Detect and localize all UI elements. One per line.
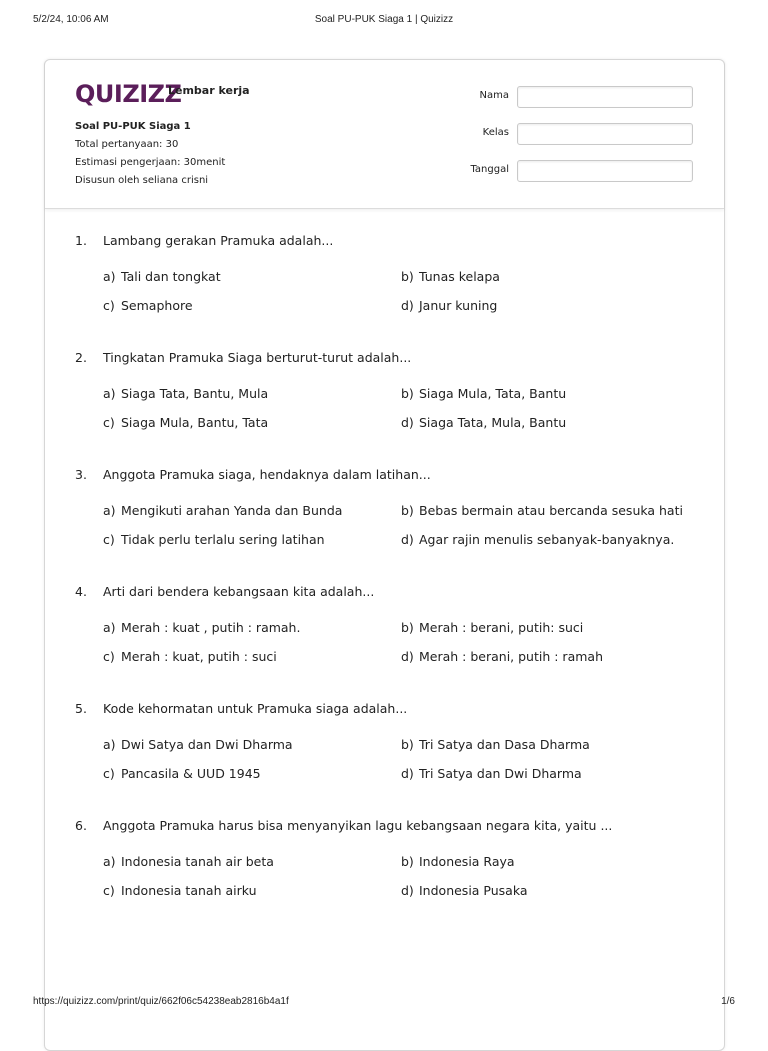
option-a <box>103 853 274 871</box>
question-stem <box>75 817 612 835</box>
option-b <box>401 853 515 871</box>
question-stem <box>75 583 374 601</box>
option-letter: b) <box>401 620 414 635</box>
option-text: Indonesia Raya <box>419 854 515 869</box>
option-d <box>401 531 674 549</box>
option-text: Siaga Tata, Bantu, Mula <box>121 386 269 401</box>
option-letter: c) <box>103 649 115 664</box>
worksheet-label: Lembar kerja <box>168 84 250 97</box>
name-field-row <box>445 86 695 108</box>
date-field-row <box>445 160 695 182</box>
estimated-time: Estimasi pengerjaan: 30menit <box>75 157 226 168</box>
worksheet-header <box>45 60 724 209</box>
option-text: Semaphore <box>121 298 193 313</box>
quiz-info <box>75 118 225 190</box>
option-letter: c) <box>103 298 115 313</box>
total-questions: Total pertanyaan: 30 <box>75 139 179 150</box>
question-item <box>75 817 705 934</box>
option-c <box>103 297 193 315</box>
option-text: Indonesia tanah airku <box>121 883 257 898</box>
question-item <box>75 349 705 466</box>
option-d <box>401 882 528 900</box>
print-footer <box>0 996 768 1012</box>
option-b <box>401 385 566 403</box>
print-url: https://quizizz.com/print/quiz/662f06c54238eab2816b4a1f <box>33 996 289 1007</box>
option-d <box>401 297 497 315</box>
option-a <box>103 385 268 403</box>
student-form <box>445 86 695 197</box>
option-b <box>401 502 683 520</box>
question-number: 6. <box>75 818 87 833</box>
page-indicator: 1/6 <box>721 996 735 1007</box>
worksheet <box>44 59 725 1051</box>
option-text: Merah : kuat, putih : suci <box>121 649 277 664</box>
question-stem <box>75 232 333 250</box>
option-text: Tidak perlu terlalu sering latihan <box>121 532 325 547</box>
question-number: 5. <box>75 701 87 716</box>
question-text: Lambang gerakan Pramuka adalah... <box>103 233 334 248</box>
name-label: Nama <box>479 90 509 101</box>
class-label: Kelas <box>482 127 509 138</box>
print-header <box>0 14 768 30</box>
question-text: Arti dari bendera kebangsaan kita adalah... <box>103 584 375 599</box>
option-letter: c) <box>103 883 115 898</box>
option-d <box>401 765 582 783</box>
option-c <box>103 531 325 549</box>
option-text: Tri Satya dan Dwi Dharma <box>419 766 582 781</box>
option-letter: a) <box>103 386 116 401</box>
option-letter: a) <box>103 854 116 869</box>
name-input[interactable] <box>517 86 693 108</box>
date-input[interactable] <box>517 160 693 182</box>
option-text: Janur kuning <box>419 298 498 313</box>
option-text: Tri Satya dan Dasa Dharma <box>419 737 590 752</box>
option-text: Merah : kuat , putih : ramah. <box>121 620 301 635</box>
question-text: Kode kehormatan untuk Pramuka siaga adalah... <box>103 701 408 716</box>
question-text: Tingkatan Pramuka Siaga berturut-turut adalah... <box>103 350 412 365</box>
question-stem <box>75 466 431 484</box>
question-number: 2. <box>75 350 87 365</box>
option-c <box>103 414 268 432</box>
author: Disusun oleh seliana crisni <box>75 175 209 186</box>
question-number: 1. <box>75 233 87 248</box>
option-text: Indonesia tanah air beta <box>121 854 274 869</box>
option-text: Tali dan tongkat <box>121 269 221 284</box>
option-letter: d) <box>401 649 414 664</box>
option-text: Merah : berani, putih: suci <box>419 620 584 635</box>
option-c <box>103 648 277 666</box>
question-item <box>75 466 705 583</box>
option-c <box>103 765 261 783</box>
class-input[interactable] <box>517 123 693 145</box>
quiz-title: Soal PU-PUK Siaga 1 <box>75 121 191 132</box>
question-number: 3. <box>75 467 87 482</box>
option-text: Bebas bermain atau bercanda sesuka hati <box>419 503 683 518</box>
option-letter: c) <box>103 415 115 430</box>
option-b <box>401 268 500 286</box>
option-a <box>103 736 293 754</box>
option-letter: a) <box>103 737 116 752</box>
option-letter: d) <box>401 883 414 898</box>
option-letter: d) <box>401 766 414 781</box>
option-text: Mengikuti arahan Yanda dan Bunda <box>121 503 343 518</box>
option-text: Siaga Mula, Tata, Bantu <box>419 386 567 401</box>
option-letter: d) <box>401 532 414 547</box>
question-list <box>75 232 705 934</box>
option-text: Dwi Satya dan Dwi Dharma <box>121 737 293 752</box>
question-stem <box>75 700 407 718</box>
option-letter: a) <box>103 503 116 518</box>
option-b <box>401 736 590 754</box>
option-text: Agar rajin menulis sebanyak-banyaknya. <box>419 532 675 547</box>
option-c <box>103 882 257 900</box>
print-page-title: Soal PU-PUK Siaga 1 | Quizizz <box>314 14 454 25</box>
option-d <box>401 414 566 432</box>
option-d <box>401 648 603 666</box>
option-a <box>103 268 221 286</box>
option-letter: b) <box>401 503 414 518</box>
class-field-row <box>445 123 695 145</box>
option-letter: a) <box>103 269 116 284</box>
option-letter: d) <box>401 415 414 430</box>
option-b <box>401 619 583 637</box>
option-a <box>103 619 300 637</box>
print-datetime: 5/2/24, 10:06 AM <box>33 14 109 25</box>
question-text: Anggota Pramuka siaga, hendaknya dalam latihan... <box>103 467 431 482</box>
question-stem <box>75 349 411 367</box>
question-item <box>75 583 705 700</box>
option-letter: a) <box>103 620 116 635</box>
date-label: Tanggal <box>470 164 509 175</box>
option-letter: b) <box>401 269 414 284</box>
option-text: Merah : berani, putih : ramah <box>419 649 603 664</box>
option-letter: b) <box>401 854 414 869</box>
option-letter: b) <box>401 386 414 401</box>
question-number: 4. <box>75 584 87 599</box>
option-letter: d) <box>401 298 414 313</box>
question-item <box>75 232 705 349</box>
option-text: Tunas kelapa <box>419 269 500 284</box>
option-text: Pancasila & UUD 1945 <box>121 766 261 781</box>
option-letter: c) <box>103 532 115 547</box>
option-letter: b) <box>401 737 414 752</box>
question-text: Anggota Pramuka harus bisa menyanyikan lagu kebangsaan negara kita, yaitu ... <box>103 818 613 833</box>
question-item <box>75 700 705 817</box>
quizizz-logo: QUIZIZZ <box>75 80 182 108</box>
option-text: Indonesia Pusaka <box>419 883 528 898</box>
option-text: Siaga Mula, Bantu, Tata <box>121 415 269 430</box>
option-letter: c) <box>103 766 115 781</box>
option-a <box>103 502 342 520</box>
option-text: Siaga Tata, Mula, Bantu <box>419 415 567 430</box>
